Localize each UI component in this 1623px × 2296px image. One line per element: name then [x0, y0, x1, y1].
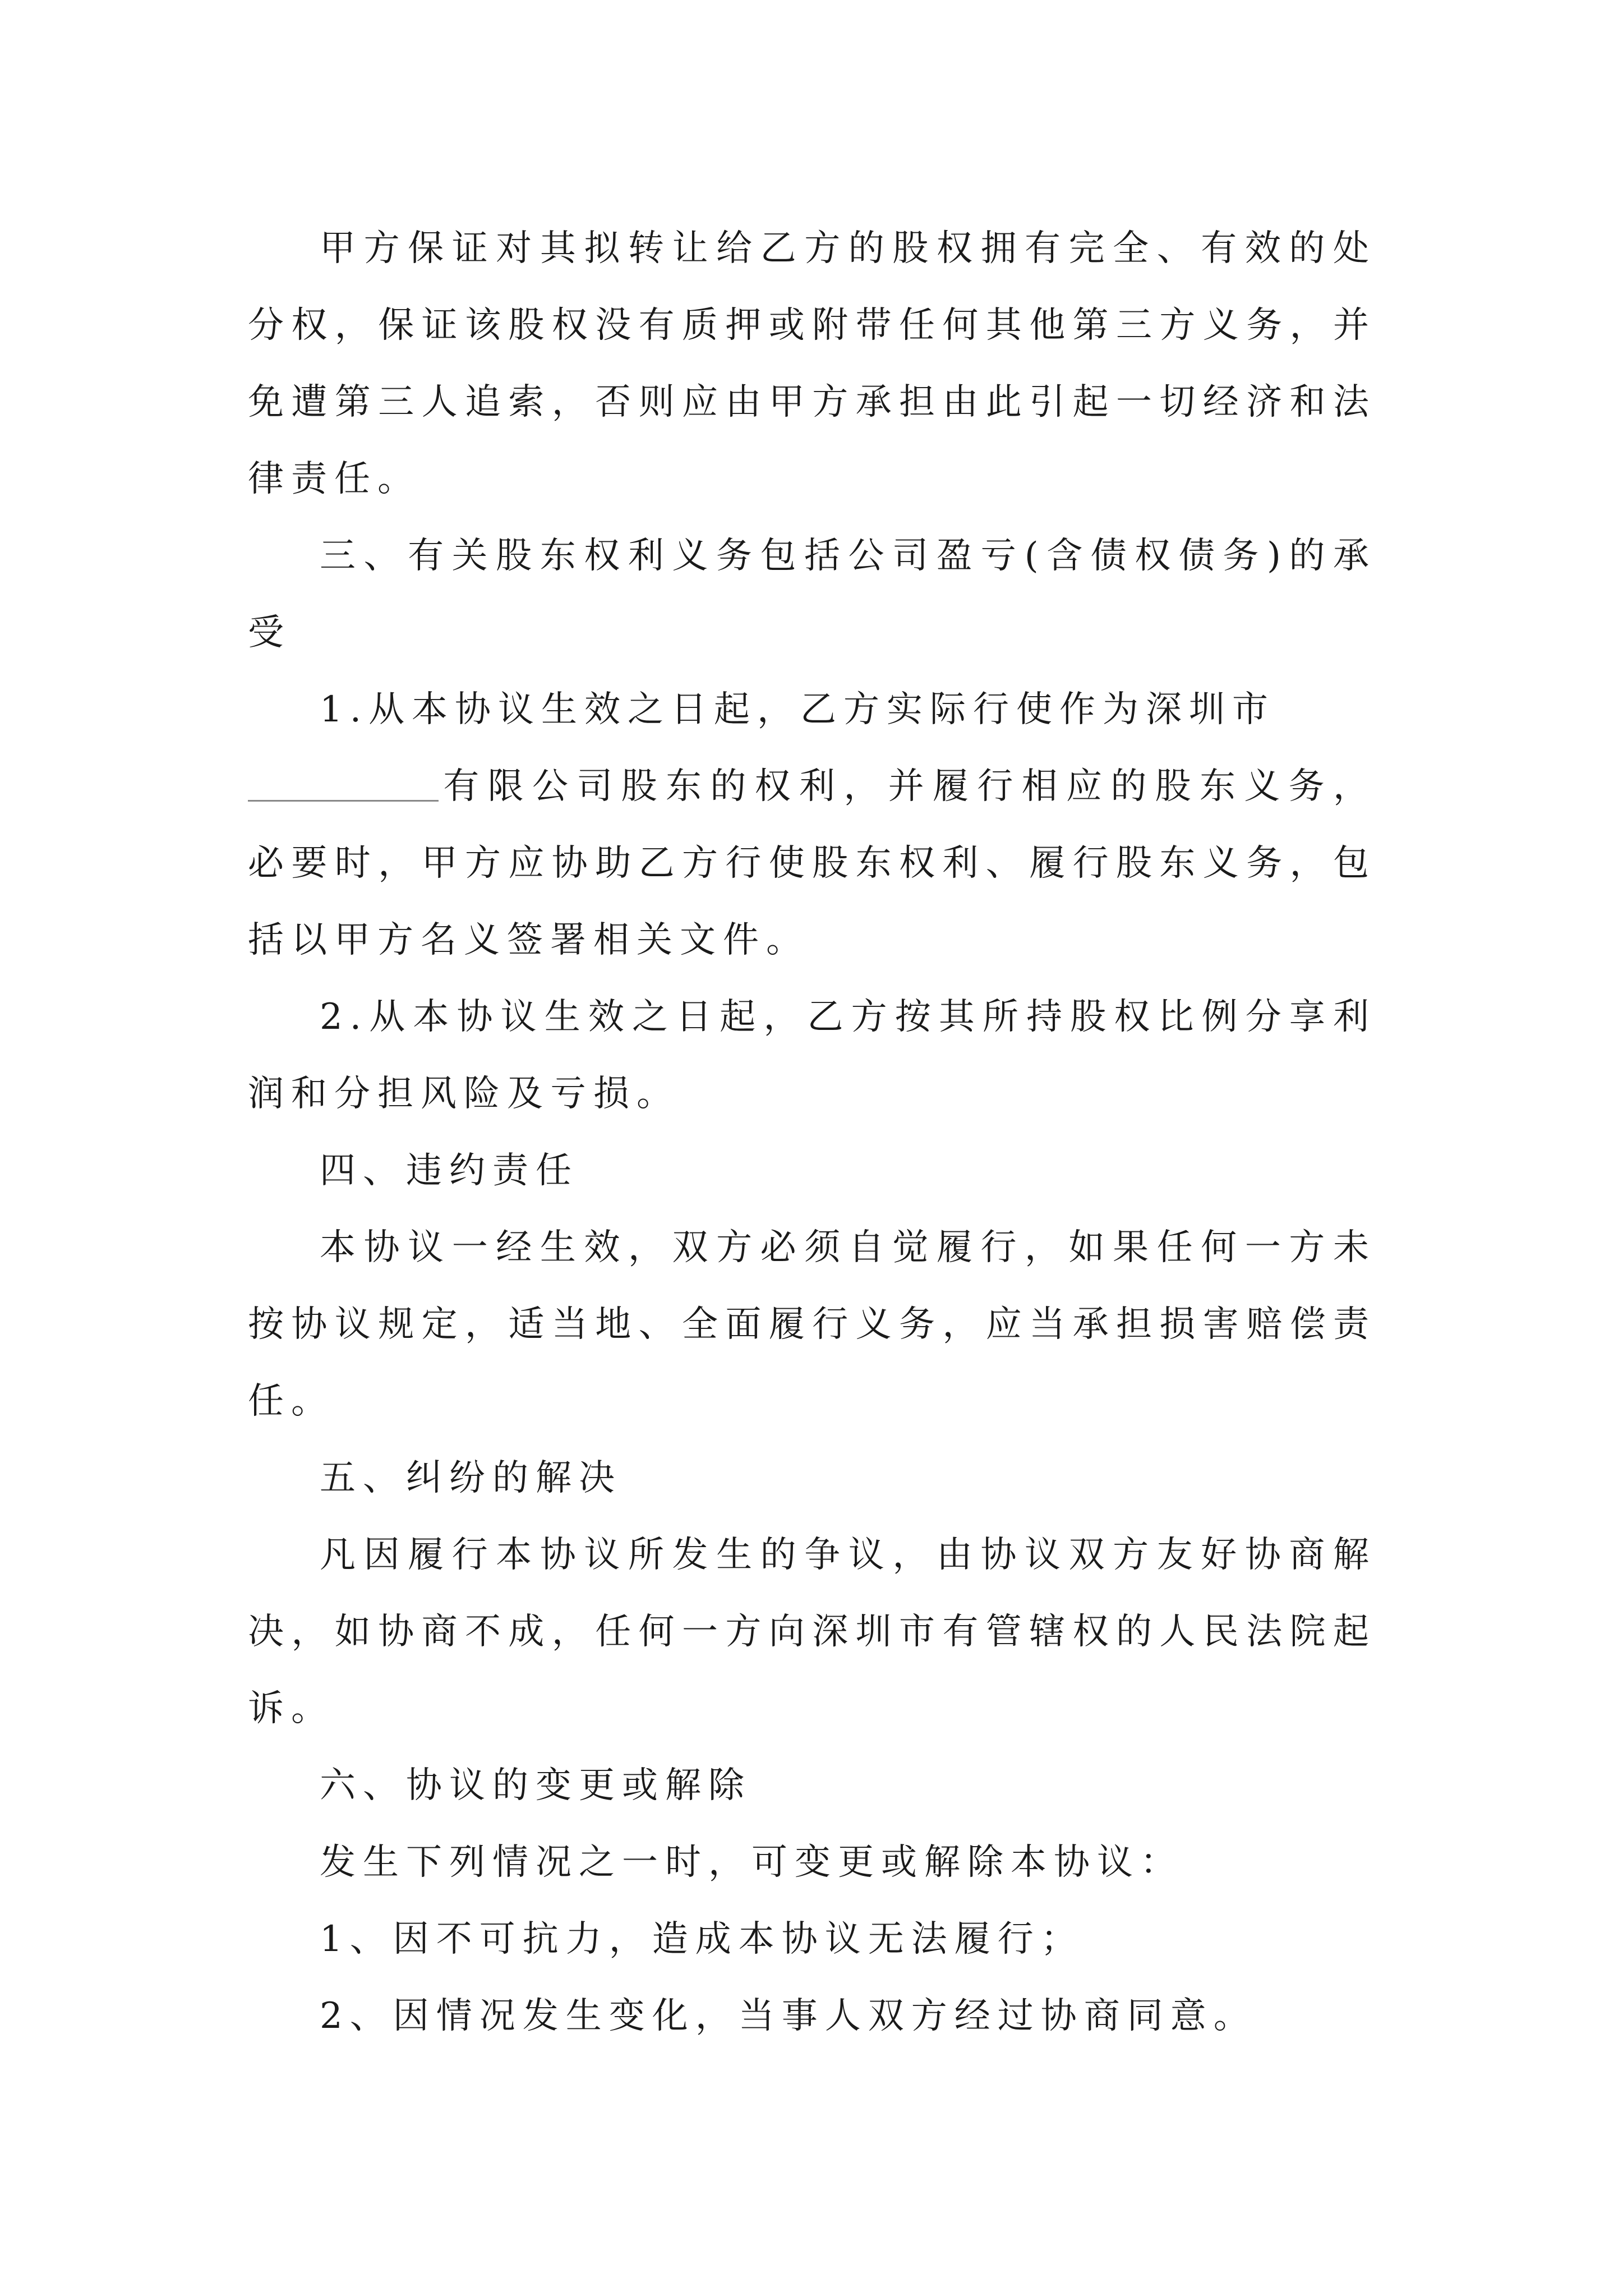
- paragraph-equity-guarantee: 甲方保证对其拟转让给乙方的股权拥有完全、有效的处分权，保证该股权没有质押或附带任何其他第三方义务，并免遭第三人追索，否则应由甲方承担由此引起一切经济和法律责任。: [248, 228, 1376, 500]
- company-name-blank: [248, 766, 439, 802]
- document-body: [248, 210, 1376, 2055]
- section-6-item-1: 1、因不可抗力，造成本协议无法履行；: [320, 1918, 1084, 1960]
- item-1-text-end: 有限公司股东的权利，并履行相应的股东义务，必要时，甲方应协助乙方行使股东权利、履行股东义务，包括以甲方名义签署相关文件。: [248, 766, 1376, 961]
- section-5-body: 凡因履行本协议所发生的争议，由协议双方友好协商解决，如协商不成，任何一方向深圳市有管辖权的人民法院起诉。: [248, 1534, 1376, 1729]
- section-5-heading: 五、纠纷的解决: [320, 1457, 622, 1499]
- section-3-heading: 三、有关股东权利义务包括公司盈亏(含债权债务)的承受: [248, 535, 1376, 654]
- section-6-item-2: 2、因情况发生变化，当事人双方经过协商同意。: [320, 1995, 1257, 2037]
- section-3-item-1: [248, 671, 1376, 979]
- section-6-heading: 六、协议的变更或解除: [320, 1765, 751, 1806]
- section-3-item-2: 2.从本协议生效之日起，乙方按其所持股权比例分享利润和分担风险及亏损。: [248, 996, 1376, 1115]
- section-4-heading: 四、违约责任: [320, 1150, 579, 1191]
- section-4-body: 本协议一经生效，双方必须自觉履行，如果任何一方未按协议规定，适当地、全面履行义务，应当承担损害赔偿责任。: [248, 1227, 1376, 1422]
- section-6-intro: 发生下列情况之一时，可变更或解除本协议：: [320, 1842, 1183, 1883]
- item-1-text-start: 1.从本协议生效之日起，乙方实际行使作为深圳市: [320, 689, 1276, 730]
